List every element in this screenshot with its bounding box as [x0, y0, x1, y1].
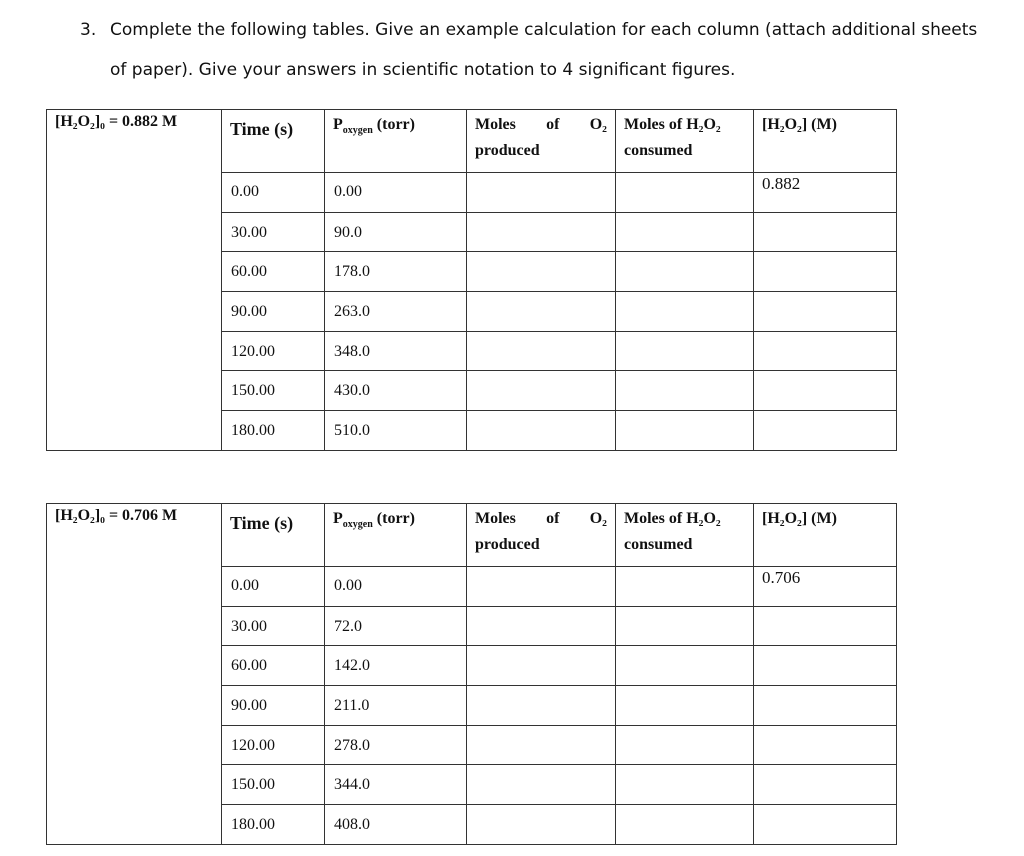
concentration-header: [H₂O₂] (M) — [762, 116, 837, 133]
time-cell — [222, 686, 325, 726]
moles-o2-cell[interactable] — [467, 371, 616, 411]
concentration-cell[interactable] — [754, 371, 897, 411]
pressure-cell — [325, 371, 467, 411]
pressure-subscript: oxygen — [342, 125, 373, 137]
moles-h2o2-cell[interactable] — [616, 567, 754, 607]
moles-o2-cell[interactable] — [467, 805, 616, 845]
time-cell — [222, 331, 325, 371]
pressure-symbol: P — [333, 510, 343, 527]
pressure-cell — [325, 646, 467, 686]
concentration-value: 0.706 — [762, 568, 801, 587]
concentration-cell[interactable] — [754, 805, 897, 845]
moles-h2o2-cell[interactable] — [616, 646, 754, 686]
concentration-cell[interactable] — [754, 173, 897, 213]
moles-h2o2-header — [616, 110, 753, 164]
moles-o2-cell[interactable] — [467, 725, 616, 765]
moles-o2-cell[interactable] — [467, 292, 616, 332]
moles-h2o2-cell[interactable] — [616, 212, 754, 252]
moles-o2-cell[interactable] — [467, 765, 616, 805]
pressure-header — [325, 504, 466, 538]
moles-h2o2-cell[interactable] — [616, 765, 754, 805]
moles-o2-header — [467, 504, 615, 558]
instruction-text-1: Complete the following tables. Give an example calculation for each column (attach additional sheets — [110, 20, 978, 40]
time-header-cell — [222, 110, 325, 173]
pressure-subscript: oxygen — [342, 519, 373, 531]
pressure-value: 211.0 — [334, 697, 370, 715]
moles-o2-word-2: of — [546, 116, 560, 133]
pressure-value: 0.00 — [334, 577, 362, 594]
table-1-header-row — [47, 110, 897, 173]
moles-h2o2-cell[interactable] — [616, 805, 754, 845]
time-value: 120.00 — [231, 736, 275, 754]
moles-h2o2-line-1: Moles of H₂O₂ — [624, 116, 721, 133]
time-cell — [222, 567, 325, 607]
concentration-cell[interactable] — [754, 765, 897, 805]
time-cell — [222, 805, 325, 845]
table-1-label-cell — [47, 110, 222, 451]
moles-o2-cell[interactable] — [467, 567, 616, 607]
moles-o2-cell[interactable] — [467, 252, 616, 292]
pressure-value: 178.0 — [334, 263, 370, 281]
concentration-cell[interactable] — [754, 686, 897, 726]
time-value: 0.00 — [231, 577, 259, 594]
time-cell — [222, 173, 325, 213]
pressure-value: 348.0 — [334, 342, 370, 360]
time-header: Time (s) — [230, 513, 294, 533]
table-2-label-cell — [47, 504, 222, 845]
table-2-header-row — [47, 504, 897, 567]
moles-h2o2-header-cell — [616, 110, 754, 173]
instruction-line-1 — [80, 20, 977, 40]
moles-o2-header — [467, 110, 615, 164]
moles-h2o2-header — [616, 504, 753, 558]
pressure-unit: (torr) — [372, 510, 415, 527]
moles-h2o2-line-2: consumed — [624, 142, 693, 159]
pressure-cell — [325, 212, 467, 252]
pressure-cell — [325, 606, 467, 646]
moles-o2-cell[interactable] — [467, 686, 616, 726]
concentration-cell[interactable] — [754, 411, 897, 451]
pressure-header — [325, 110, 466, 144]
time-value: 90.00 — [231, 697, 267, 715]
moles-h2o2-cell[interactable] — [616, 173, 754, 213]
time-value: 150.00 — [231, 776, 275, 794]
time-value: 60.00 — [231, 263, 267, 281]
time-value: 30.00 — [231, 223, 267, 241]
pressure-cell — [325, 411, 467, 451]
time-cell — [222, 725, 325, 765]
pressure-value: 430.0 — [334, 382, 370, 400]
concentration-value: 0.882 — [762, 174, 801, 193]
instruction-line-2: of paper). Give your answers in scientific notation to 4 significant figures. — [110, 60, 736, 80]
time-value: 180.00 — [231, 816, 275, 834]
moles-o2-word-1: Moles — [475, 510, 516, 527]
pressure-cell — [325, 331, 467, 371]
moles-o2-word-3: O₂ — [589, 510, 607, 527]
concentration-cell[interactable] — [754, 646, 897, 686]
moles-h2o2-cell[interactable] — [616, 331, 754, 371]
moles-h2o2-cell[interactable] — [616, 686, 754, 726]
pressure-value: 263.0 — [334, 303, 370, 321]
concentration-cell[interactable] — [754, 606, 897, 646]
moles-o2-cell[interactable] — [467, 606, 616, 646]
pressure-value: 142.0 — [334, 657, 370, 675]
time-cell — [222, 646, 325, 686]
time-value: 60.00 — [231, 657, 267, 675]
moles-h2o2-cell[interactable] — [616, 606, 754, 646]
time-value: 30.00 — [231, 617, 267, 635]
question-number: 3. — [80, 20, 97, 40]
moles-h2o2-cell[interactable] — [616, 292, 754, 332]
moles-h2o2-line-2: consumed — [624, 536, 693, 553]
moles-h2o2-cell[interactable] — [616, 371, 754, 411]
pressure-unit: (torr) — [372, 116, 415, 133]
concentration-cell[interactable] — [754, 212, 897, 252]
time-value: 0.00 — [231, 183, 259, 200]
time-value: 120.00 — [231, 342, 275, 360]
time-cell — [222, 606, 325, 646]
moles-o2-cell[interactable] — [467, 212, 616, 252]
pressure-header-cell — [325, 504, 467, 567]
pressure-cell — [325, 686, 467, 726]
pressure-cell — [325, 725, 467, 765]
moles-o2-header-cell — [467, 110, 616, 173]
moles-o2-line-2: produced — [475, 536, 540, 553]
pressure-value: 344.0 — [334, 776, 370, 794]
concentration-header-cell — [754, 504, 897, 567]
pressure-cell — [325, 567, 467, 607]
moles-o2-cell[interactable] — [467, 173, 616, 213]
moles-h2o2-cell[interactable] — [616, 725, 754, 765]
pressure-symbol: P — [333, 116, 343, 133]
pressure-cell — [325, 805, 467, 845]
time-value: 90.00 — [231, 303, 267, 321]
concentration-cell[interactable] — [754, 725, 897, 765]
concentration-header-cell — [754, 110, 897, 173]
moles-o2-header-cell — [467, 504, 616, 567]
moles-o2-cell[interactable] — [467, 646, 616, 686]
data-table-2 — [46, 503, 897, 845]
pressure-value: 408.0 — [334, 816, 370, 834]
pressure-value: 510.0 — [334, 422, 370, 440]
concentration-cell[interactable] — [754, 331, 897, 371]
pressure-cell — [325, 765, 467, 805]
pressure-cell — [325, 173, 467, 213]
concentration-cell[interactable] — [754, 252, 897, 292]
pressure-value: 278.0 — [334, 736, 370, 754]
moles-o2-word-3: O₂ — [589, 116, 607, 133]
time-cell — [222, 252, 325, 292]
pressure-header-cell — [325, 110, 467, 173]
time-header: Time (s) — [230, 119, 294, 139]
time-cell — [222, 411, 325, 451]
time-value: 180.00 — [231, 422, 275, 440]
table-2-initial-label: [H₂O₂]₀ = 0.706 M — [55, 507, 178, 524]
moles-o2-cell[interactable] — [467, 331, 616, 371]
data-table-1 — [46, 109, 897, 451]
time-header-cell — [222, 504, 325, 567]
moles-o2-word-2: of — [546, 510, 560, 527]
moles-h2o2-cell[interactable] — [616, 411, 754, 451]
moles-o2-cell[interactable] — [467, 411, 616, 451]
pressure-value: 0.00 — [334, 183, 362, 200]
time-cell — [222, 765, 325, 805]
moles-o2-word-1: Moles — [475, 116, 516, 133]
concentration-cell[interactable] — [754, 567, 897, 607]
moles-h2o2-line-1: Moles of H₂O₂ — [624, 510, 721, 527]
concentration-header: [H₂O₂] (M) — [762, 510, 837, 527]
time-value: 150.00 — [231, 382, 275, 400]
pressure-value: 72.0 — [334, 617, 362, 635]
pressure-cell — [325, 252, 467, 292]
time-cell — [222, 212, 325, 252]
pressure-cell — [325, 292, 467, 332]
time-cell — [222, 292, 325, 332]
moles-h2o2-cell[interactable] — [616, 252, 754, 292]
moles-o2-line-2: produced — [475, 142, 540, 159]
concentration-cell[interactable] — [754, 292, 897, 332]
table-1-initial-label: [H₂O₂]₀ = 0.882 M — [55, 113, 178, 130]
time-cell — [222, 371, 325, 411]
moles-h2o2-header-cell — [616, 504, 754, 567]
pressure-value: 90.0 — [334, 223, 362, 241]
